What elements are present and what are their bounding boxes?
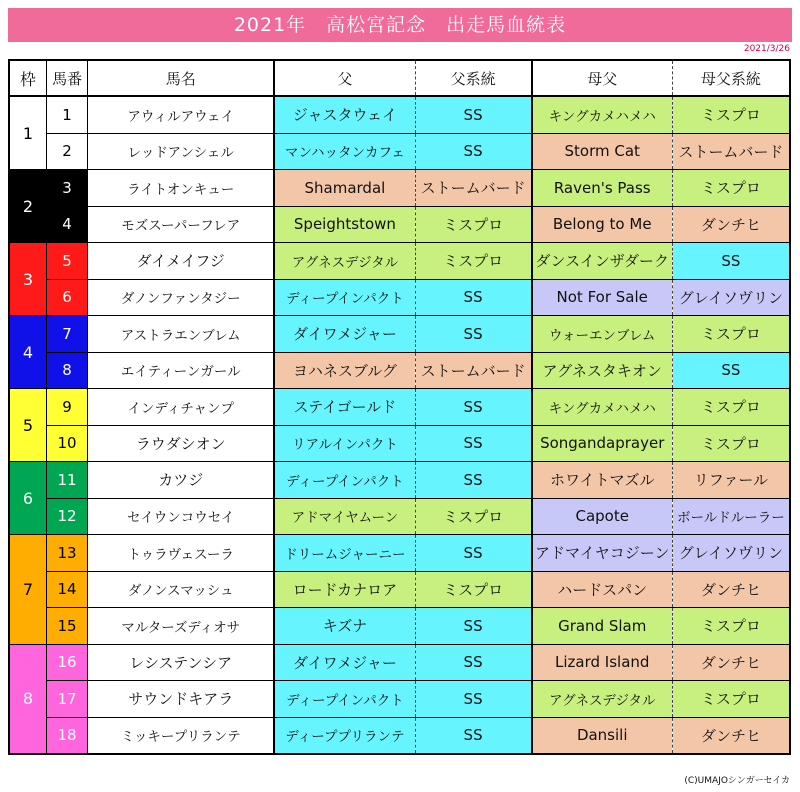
waku-cell: 7 — [9, 535, 47, 645]
horse-name-cell: サウンドキアラ — [88, 681, 275, 718]
table-row — [9, 425, 790, 462]
umaban-cell: 18 — [47, 717, 88, 754]
bms-cell: アグネスタキオン — [532, 352, 673, 389]
umaban-cell: 13 — [47, 535, 88, 572]
sire-line-cell: ストームバード — [415, 170, 532, 207]
umaban-cell: 6 — [47, 279, 88, 316]
umaban-cell: 5 — [47, 243, 88, 280]
horse-name-cell: モズスーパーフレア — [88, 206, 275, 243]
bms-line-cell: SS — [672, 243, 790, 280]
umaban-cell: 2 — [47, 133, 88, 170]
sire-cell: アドマイヤムーン — [274, 498, 415, 535]
horse-name-cell: カツジ — [88, 462, 275, 499]
sire-line-cell: SS — [415, 535, 532, 572]
bms-cell: アグネスデジタル — [532, 681, 673, 718]
bms-cell: Dansili — [532, 717, 673, 754]
sire-cell: キズナ — [274, 608, 415, 645]
sire-cell: アグネスデジタル — [274, 243, 415, 280]
umaban-cell: 11 — [47, 462, 88, 499]
waku-cell: 6 — [9, 462, 47, 535]
horse-name-cell: ミッキープリランテ — [88, 717, 275, 754]
table-row — [9, 717, 790, 754]
sire-cell: マンハッタンカフェ — [274, 133, 415, 170]
sire-line-cell: SS — [415, 462, 532, 499]
umaban-cell: 12 — [47, 498, 88, 535]
umaban-cell: 4 — [47, 206, 88, 243]
bms-cell: ダンスインザダーク — [532, 243, 673, 280]
waku-cell: 2 — [9, 170, 47, 243]
horse-name-cell: トゥラヴェスーラ — [88, 535, 275, 572]
sire-cell: リアルインパクト — [274, 425, 415, 462]
umaban-cell: 1 — [47, 96, 88, 133]
bms-cell: Songandaprayer — [532, 425, 673, 462]
bms-cell: ウォーエンブレム — [532, 316, 673, 353]
table-row — [9, 96, 790, 133]
bms-cell: ホワイトマズル — [532, 462, 673, 499]
header-sire: 父 — [274, 60, 415, 96]
horse-name-cell: ダノンファンタジー — [88, 279, 275, 316]
sire-cell: ジャスタウェイ — [274, 96, 415, 133]
horse-name-cell: マルターズディオサ — [88, 608, 275, 645]
sire-line-cell: ミスプロ — [415, 498, 532, 535]
horse-name-cell: ダイメイフジ — [88, 243, 275, 280]
table-row — [9, 133, 790, 170]
horse-name-cell: インディチャンプ — [88, 389, 275, 426]
table-row — [9, 243, 790, 280]
umaban-cell: 14 — [47, 571, 88, 608]
sire-cell: ステイゴールド — [274, 389, 415, 426]
horse-name-cell: レシステンシア — [88, 644, 275, 681]
header-name: 馬名 — [88, 60, 275, 96]
header-waku: 枠 — [9, 60, 47, 96]
copyright-label: (C)UMAJOシンガーセイカ — [684, 776, 790, 786]
sire-cell: ディープインパクト — [274, 462, 415, 499]
sire-line-cell: SS — [415, 425, 532, 462]
horse-name-cell: アウィルアウェイ — [88, 96, 275, 133]
sire-line-cell: ミスプロ — [415, 243, 532, 280]
sire-line-cell: SS — [415, 717, 532, 754]
bms-cell: Storm Cat — [532, 133, 673, 170]
sire-cell: ダイワメジャー — [274, 316, 415, 353]
bms-line-cell: ミスプロ — [672, 316, 790, 353]
bms-line-cell: ダンチヒ — [672, 717, 790, 754]
umaban-cell: 9 — [47, 389, 88, 426]
table-row — [9, 316, 790, 353]
sire-line-cell: ミスプロ — [415, 206, 532, 243]
horse-name-cell: ラウダシオン — [88, 425, 275, 462]
bms-line-cell: ミスプロ — [672, 608, 790, 645]
table-header-row — [9, 60, 790, 96]
bms-line-cell: ダンチヒ — [672, 644, 790, 681]
table-row — [9, 681, 790, 718]
bms-line-cell: ダンチヒ — [672, 206, 790, 243]
waku-cell: 8 — [9, 644, 47, 754]
bms-cell: キングカメハメハ — [532, 96, 673, 133]
waku-cell: 3 — [9, 243, 47, 316]
sire-cell: ディーププリランテ — [274, 717, 415, 754]
bms-line-cell: ダンチヒ — [672, 571, 790, 608]
bms-line-cell: ミスプロ — [672, 96, 790, 133]
sire-line-cell: SS — [415, 279, 532, 316]
bms-cell: アドマイヤコジーン — [532, 535, 673, 572]
table-row — [9, 206, 790, 243]
bms-cell: Capote — [532, 498, 673, 535]
umaban-cell: 7 — [47, 316, 88, 353]
horse-name-cell: アストラエンブレム — [88, 316, 275, 353]
sire-line-cell: SS — [415, 133, 532, 170]
header-umaban: 馬番 — [47, 60, 88, 96]
table-row — [9, 535, 790, 572]
sire-cell: ダイワメジャー — [274, 644, 415, 681]
sire-line-cell: SS — [415, 681, 532, 718]
table-row — [9, 608, 790, 645]
bms-line-cell: SS — [672, 352, 790, 389]
table-row — [9, 644, 790, 681]
sire-line-cell: SS — [415, 644, 532, 681]
table-row — [9, 498, 790, 535]
table-row — [9, 389, 790, 426]
umaban-cell: 16 — [47, 644, 88, 681]
header-sire-line: 父系統 — [415, 60, 532, 96]
bms-cell: Not For Sale — [532, 279, 673, 316]
table-row — [9, 170, 790, 207]
bms-cell: ハードスパン — [532, 571, 673, 608]
date-label: 2021/3/26 — [743, 44, 790, 54]
bms-line-cell: ミスプロ — [672, 425, 790, 462]
bms-cell: Lizard Island — [532, 644, 673, 681]
sire-line-cell: SS — [415, 316, 532, 353]
waku-cell: 4 — [9, 316, 47, 389]
table-body — [9, 96, 790, 754]
horse-name-cell: レッドアンシェル — [88, 133, 275, 170]
bms-line-cell: ミスプロ — [672, 681, 790, 718]
header-bms: 母父 — [532, 60, 673, 96]
bms-cell: Grand Slam — [532, 608, 673, 645]
bms-line-cell: ミスプロ — [672, 170, 790, 207]
sire-cell: ディープインパクト — [274, 279, 415, 316]
header-bms-line: 母父系統 — [672, 60, 790, 96]
bms-line-cell: ストームバード — [672, 133, 790, 170]
umaban-cell: 17 — [47, 681, 88, 718]
table-row — [9, 279, 790, 316]
sire-cell: ドリームジャーニー — [274, 535, 415, 572]
table-row — [9, 462, 790, 499]
sire-line-cell: ストームバード — [415, 352, 532, 389]
table-row — [9, 352, 790, 389]
bms-line-cell: ミスプロ — [672, 389, 790, 426]
waku-cell: 1 — [9, 96, 47, 170]
umaban-cell: 15 — [47, 608, 88, 645]
sire-cell: ヨハネスブルグ — [274, 352, 415, 389]
bms-line-cell: リファール — [672, 462, 790, 499]
horse-name-cell: エイティーンガール — [88, 352, 275, 389]
horse-name-cell: ライトオンキュー — [88, 170, 275, 207]
sire-cell: Shamardal — [274, 170, 415, 207]
horse-name-cell: セイウンコウセイ — [88, 498, 275, 535]
sire-line-cell: ミスプロ — [415, 571, 532, 608]
sire-line-cell: SS — [415, 389, 532, 426]
bms-cell: Raven's Pass — [532, 170, 673, 207]
umaban-cell: 3 — [47, 170, 88, 207]
bms-line-cell: グレイソヴリン — [672, 279, 790, 316]
pedigree-table — [8, 59, 791, 755]
bms-line-cell: ボールドルーラー — [672, 498, 790, 535]
bms-line-cell: グレイソヴリン — [672, 535, 790, 572]
horse-name-cell: ダノンスマッシュ — [88, 571, 275, 608]
umaban-cell: 8 — [47, 352, 88, 389]
sire-cell: ロードカナロア — [274, 571, 415, 608]
table-row — [9, 571, 790, 608]
bms-cell: Belong to Me — [532, 206, 673, 243]
waku-cell: 5 — [9, 389, 47, 462]
sire-line-cell: SS — [415, 96, 532, 133]
sire-cell: Speightstown — [274, 206, 415, 243]
umaban-cell: 10 — [47, 425, 88, 462]
page-title: 2021年 高松宮記念 出走馬血統表 — [8, 8, 792, 42]
sire-line-cell: SS — [415, 608, 532, 645]
bms-cell: キングカメハメハ — [532, 389, 673, 426]
sire-cell: ディープインパクト — [274, 681, 415, 718]
